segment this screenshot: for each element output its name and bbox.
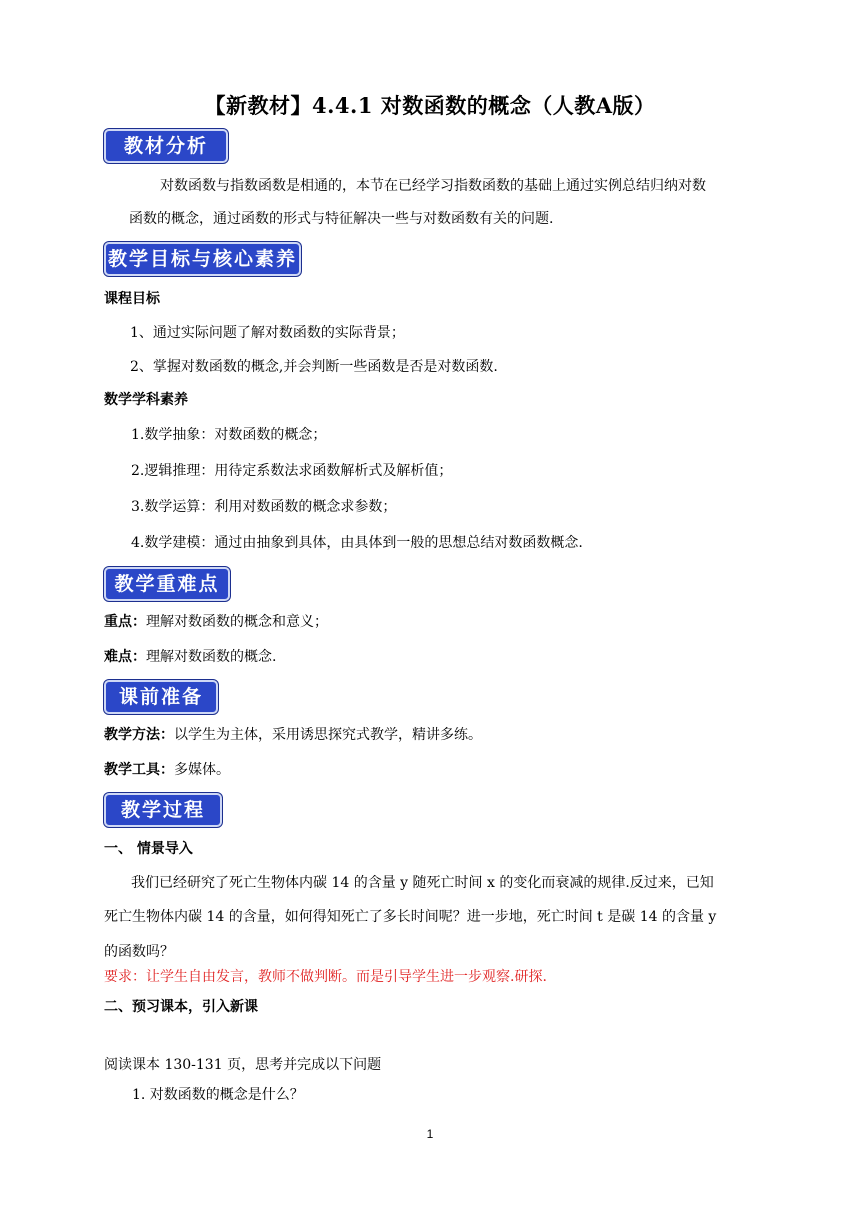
literacy-item-1: 1.数学抽象：对数函数的概念； bbox=[131, 427, 327, 443]
teaching-tools bbox=[104, 760, 230, 780]
literacy-item-3: 3.数学运算：利用对数函数的概念求参数； bbox=[131, 499, 397, 515]
key-point-text: 理解对数函数的概念和意义； bbox=[146, 614, 328, 630]
part1-line-3: 的函数吗？ bbox=[104, 944, 174, 960]
section-badge-process: 教学过程 bbox=[104, 793, 222, 827]
course-goal-item-1: 1、通过实际问题了解对数函数的实际背景； bbox=[130, 325, 405, 341]
difficult-point-text: 理解对数函数的概念. bbox=[146, 649, 277, 665]
part1-line-1: 我们已经研究了死亡生物体内碳 14 的含量 y 随死亡时间 x 的变化而衰减的规律.反过来，已知 bbox=[131, 875, 714, 891]
teaching-tools-label: 教学工具： bbox=[104, 762, 174, 778]
document-title: 【新教材】4.4.1 对数函数的概念（人教A版） bbox=[204, 93, 656, 118]
literacy-heading: 数学学科素养 bbox=[104, 392, 188, 408]
teaching-method-text: 以学生为主体，采用诱思探究式教学，精讲多练。 bbox=[174, 727, 482, 743]
section-badge-goals: 教学目标与核心素养 bbox=[104, 242, 301, 276]
difficult-point-label: 难点： bbox=[104, 649, 146, 665]
teaching-method-label: 教学方法： bbox=[104, 727, 174, 743]
literacy-item-2: 2.逻辑推理：用待定系数法求函数解析式及解析值； bbox=[131, 463, 453, 479]
section-badge-prep: 课前准备 bbox=[104, 680, 218, 714]
course-goal-item-2: 2、掌握对数函数的概念,并会判断一些函数是否是对数函数. bbox=[130, 359, 498, 375]
analysis-line-1: 对数函数与指数函数是相通的，本节在已经学习指数函数的基础上通过实例总结归纳对数 bbox=[160, 178, 706, 194]
part2-heading: 二、预习课本，引入新课 bbox=[104, 999, 258, 1015]
teaching-tools-text: 多媒体。 bbox=[174, 762, 230, 778]
course-goals-heading: 课程目标 bbox=[104, 291, 160, 307]
part1-line-2: 死亡生物体内碳 14 的含量，如何得知死亡了多长时间呢？进一步地，死亡时间 t 是碳 14 的含量 y bbox=[104, 909, 717, 925]
part2-reading: 阅读课本 130-131 页，思考并完成以下问题 bbox=[104, 1057, 382, 1073]
difficult-point bbox=[104, 647, 276, 667]
key-point-label: 重点： bbox=[104, 614, 146, 630]
part1-heading: 一、 情景导入 bbox=[104, 841, 193, 857]
section-badge-analysis: 教材分析 bbox=[104, 129, 228, 163]
literacy-item-4: 4.数学建模：通过由抽象到具体，由具体到一般的思想总结对数函数概念. bbox=[131, 535, 583, 551]
analysis-line-2: 函数的概念，通过函数的形式与特征解决一些与对数函数有关的问题. bbox=[129, 211, 554, 227]
teaching-method bbox=[104, 725, 482, 745]
part2-question-1: 1. 对数函数的概念是什么？ bbox=[132, 1087, 304, 1103]
page-number: 1 bbox=[426, 1127, 434, 1141]
part1-requirement: 要求：让学生自由发言，教师不做判断。而是引导学生进一步观察.研探. bbox=[104, 969, 547, 985]
key-point bbox=[104, 612, 328, 632]
section-badge-keypoints: 教学重难点 bbox=[104, 567, 230, 601]
